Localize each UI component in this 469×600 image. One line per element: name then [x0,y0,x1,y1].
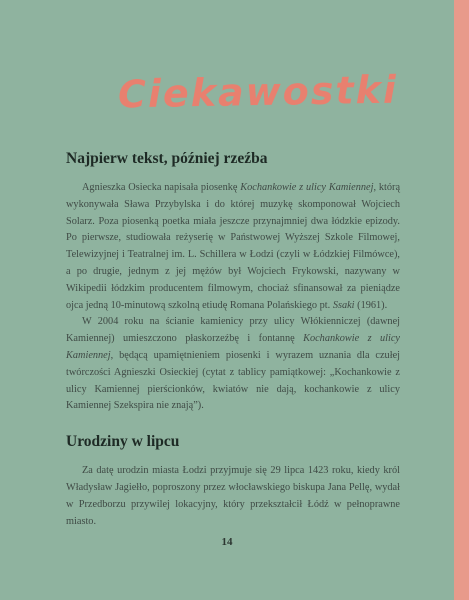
paragraph-osiecka: Agnieszka Osiecka napisała piosenkę Kochankowie z ulicy Kamiennej, którą wykonywała Sława Przybylska i do której muzykę skomponował Wojciech Solarz. Poza piosenką poetka miała jeszcze przynajmniej dwa łódzkie epizody. Po pierwsze, studiowała reżyserię w Państwowej Wyższej Szkole Filmowej, Telewizyjnej i Teatralnej im. L. Schillera w Łodzi (czyli w Łódzkiej Filmówce), a po drugie, jednym z jej mężów był Wojciech Frykowski, nazywany w Wikipedii łódzkim producentem filmowym, chociaż sfinansował za pieniądze ojca jedną 10-minutową szkolną etiudę Romana Polańskiego pt. Ssaki (1961). [66,182,401,311]
edge-stripe [454,0,469,600]
film-title: Ssaki [332,299,355,311]
section-heading-birthday: Urodziny w lipcu [66,433,180,451]
page-title: Ciekawostki [117,67,399,117]
sculpture-title: Kochankowie z ulicy Kamiennej [66,333,401,361]
section-heading-text-sculpture: Najpierw tekst, później rzeźba [66,150,268,167]
song-title: Kochankowie z ulicy Kamiennej [240,182,374,193]
paragraph-city-birthday: Za datę urodzin miasta Łodzi przyjmuje się 29 lipca 1423 roku, kiedy król Władysław Jagiełło, poproszony przez włocławskiego biskupa Jana Pellę, wydał w Przedborzu przywilej lokacyjny, który przekształcił Łódź w pełnoprawne miasto. [66,465,400,527]
page-content [66,150,400,530]
page-number: 14 [221,536,233,548]
paragraph-fountain: W 2004 roku na ścianie kamienicy przy ulicy Włókienniczej (dawnej Kamiennej) umieszczono płaskorzeźbę i fontannę Kochankowie z ulicy Kamiennej, będącą upamiętnieniem piosenki i wyrazem uznania dla czułej twórczości Agnieszki Osieckiej (cytat z tablicy pamiątkowej: „Kochankowie z ulicy Kamiennej pierścionków, kwiatów nie dają, kochankowie z ulicy Kamiennej Szekspira nie znają”). [66,316,401,412]
